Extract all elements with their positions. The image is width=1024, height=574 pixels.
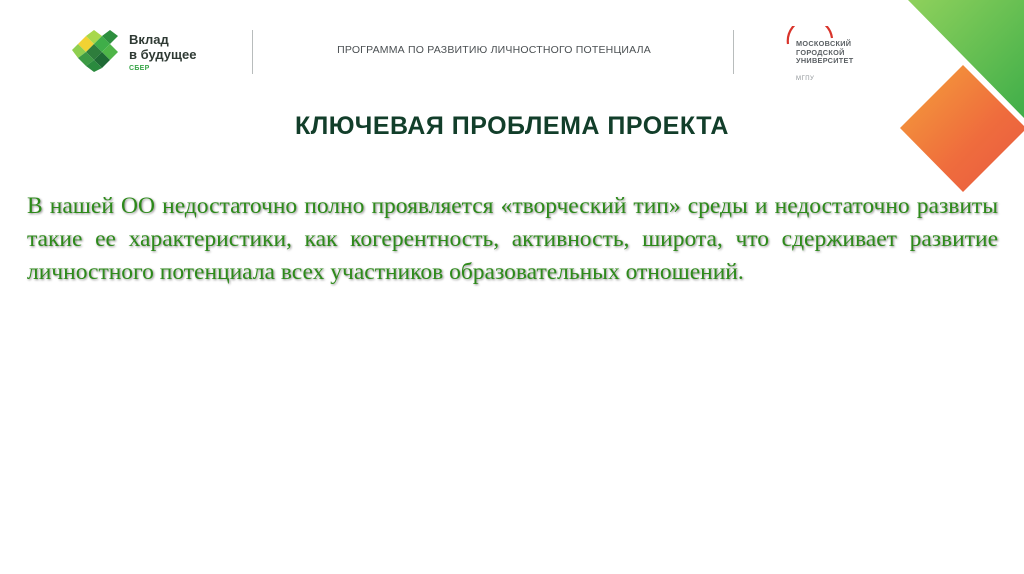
mgpu-line2: ГОРОДСКОЙ <box>796 47 845 57</box>
slide-title: КЛЮЧЕВАЯ ПРОБЛЕМА ПРОЕКТА <box>295 112 729 140</box>
sber-label: СБЕР <box>129 65 150 72</box>
vklad-logo-icon <box>72 30 124 72</box>
program-title: ПРОГРАММА ПО РАЗВИТИЮ ЛИЧНОСТНОГО ПОТЕНЦИАЛА <box>337 44 651 56</box>
vklad-logo <box>72 30 222 80</box>
mgpu-line3: УНИВЕРСИТЕТ <box>796 56 854 66</box>
vklad-logo-line2: в будущее <box>129 47 197 62</box>
slide-body-text: В нашей ОО недостаточно полно проявляется «творческий тип» среды и недостаточно развиты такие ее характеристики, как когерентность, активность, широта, что сдерживает развитие личностного потенциала всех участников образовательных отношений. <box>27 193 998 285</box>
header-divider-right <box>733 30 734 74</box>
mgpu-logo <box>784 26 894 86</box>
mgpu-abbr: МГПУ <box>796 76 815 82</box>
mgpu-line1: МОСКОВСКИЙ <box>796 39 852 48</box>
header-divider-left <box>252 30 253 74</box>
vklad-logo-line1: Вклад <box>129 32 169 47</box>
header <box>0 0 1024 100</box>
